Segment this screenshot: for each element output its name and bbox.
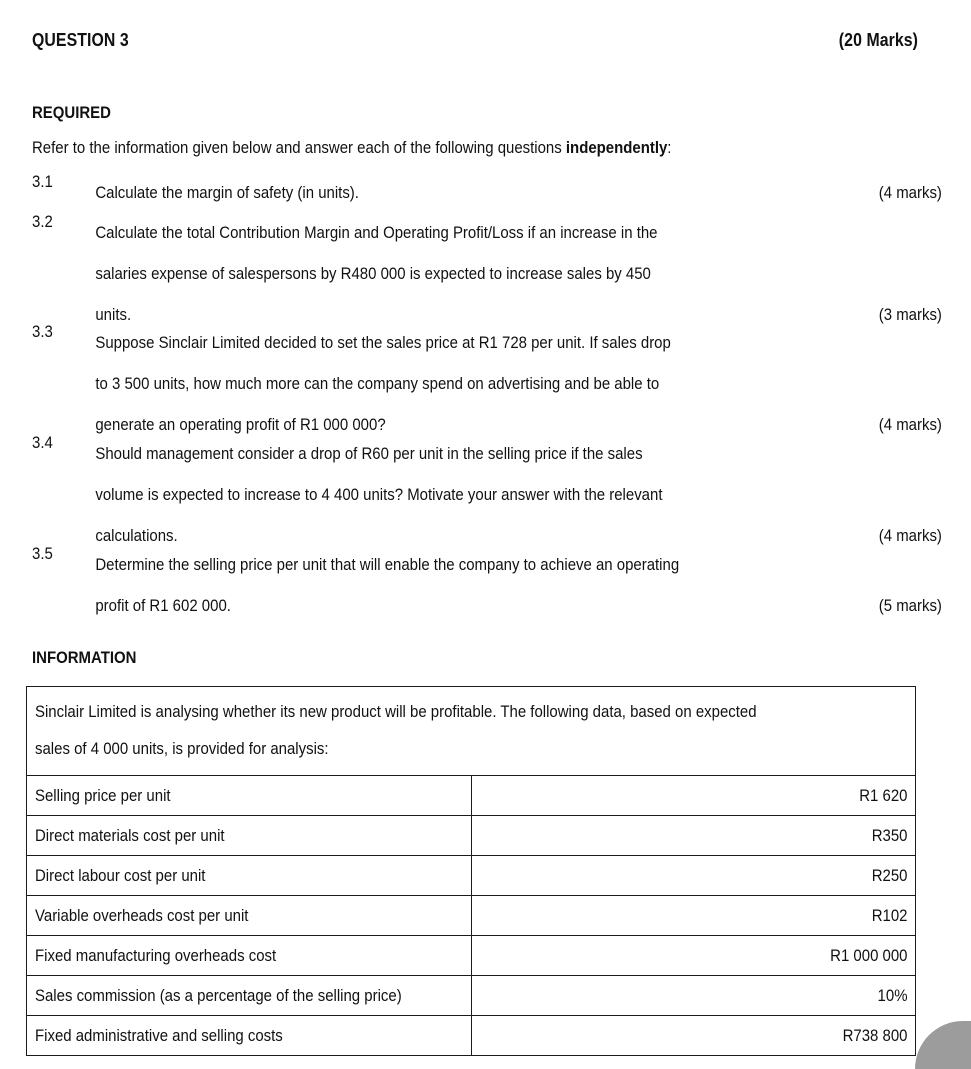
question-total-marks: (20 Marks)	[838, 30, 918, 50]
question-marks: (4 marks)	[878, 183, 942, 202]
question-line-text: units.	[95, 305, 132, 324]
required-intro-before: Refer to the information given below and answer each of the following questions	[32, 138, 566, 157]
table-value-text: 10%	[877, 985, 907, 1005]
question-line-text: profit of R1 602 000.	[95, 596, 231, 615]
table-label-text: Sales commission (as a percentage of the selling price)	[35, 985, 402, 1005]
table-label-text: Direct labour cost per unit	[35, 865, 206, 885]
question-line-text: calculations.	[95, 526, 178, 545]
table-row	[27, 816, 916, 856]
question-line	[95, 172, 942, 213]
question-number: 3.3	[32, 322, 53, 341]
table-value-text: R102	[871, 905, 907, 925]
table-row	[27, 896, 916, 936]
table-row	[27, 776, 916, 816]
question-line	[95, 212, 834, 253]
table-cell-value	[471, 1016, 916, 1056]
question-number: 3.2	[32, 212, 53, 231]
question-marks: (4 marks)	[878, 526, 942, 545]
question-number: 3.1	[32, 172, 53, 191]
table-row	[27, 936, 916, 976]
table-cell-label	[27, 776, 472, 816]
table-label-text: Fixed administrative and selling costs	[35, 1025, 283, 1045]
question-body	[95, 322, 942, 445]
table-value-text: R738 800	[842, 1025, 907, 1045]
question-line-text: Determine the selling price per unit that will enable the company to achieve an operating	[95, 555, 680, 574]
table-cell-value	[471, 856, 916, 896]
table-cell-label	[27, 936, 472, 976]
question-line	[95, 363, 834, 404]
required-intro-after: :	[667, 138, 672, 157]
question-item-3-3	[32, 322, 942, 445]
question-line-text: Calculate the margin of safety (in units).	[95, 183, 359, 202]
question-marks: (3 marks)	[878, 305, 942, 324]
question-number: 3.4	[32, 433, 53, 452]
question-item-3-1	[32, 172, 942, 213]
table-label-text: Direct materials cost per unit	[35, 825, 225, 845]
table-value-text: R1 000 000	[829, 945, 907, 965]
information-table	[26, 686, 916, 1056]
table-cell-label	[27, 1016, 472, 1056]
table-row-intro	[27, 687, 916, 776]
table-row	[27, 856, 916, 896]
table-cell-label	[27, 816, 472, 856]
question-line-text: generate an operating profit of R1 000 000?	[95, 415, 386, 434]
question-item-3-4	[32, 433, 942, 556]
question-line-text: Should management consider a drop of R60 per unit in the selling price if the sales	[95, 444, 643, 463]
question-line	[95, 322, 834, 363]
table-cell-value	[471, 776, 916, 816]
information-intro-line-1: Sinclair Limited is analysing whether its new product will be profitable. The following data, based on expected	[35, 702, 757, 721]
question-item-3-5	[32, 544, 942, 626]
question-line-text: salaries expense of salespersons by R480 000 is expected to increase sales by 450	[95, 264, 651, 283]
question-line	[95, 433, 834, 474]
table-cell-value	[471, 896, 916, 936]
question-line-text: volume is expected to increase to 4 400 units? Motivate your answer with the relevant	[95, 485, 663, 504]
question-body	[95, 212, 942, 335]
table-row	[27, 1016, 916, 1056]
required-intro-emphasis: independently	[565, 138, 668, 157]
page-header	[32, 30, 918, 51]
information-heading: INFORMATION	[32, 648, 137, 667]
question-body	[95, 172, 942, 213]
required-heading: REQUIRED	[32, 103, 111, 122]
question-line	[95, 585, 942, 626]
question-body	[95, 433, 942, 556]
table-label-text: Variable overheads cost per unit	[35, 905, 249, 925]
table-cell-value	[471, 936, 916, 976]
table-value-text: R350	[871, 825, 907, 845]
table-cell-value	[471, 816, 916, 856]
question-title: QUESTION 3	[32, 30, 129, 50]
question-line-text: Suppose Sinclair Limited decided to set the sales price at R1 728 per unit. If sales drop	[95, 333, 671, 352]
information-intro-line-2: sales of 4 000 units, is provided for analysis:	[35, 739, 329, 758]
question-line	[95, 474, 834, 515]
required-intro	[32, 138, 921, 158]
page-curl-artifact	[915, 1021, 971, 1069]
table-label-text: Selling price per unit	[35, 785, 171, 805]
question-marks: (5 marks)	[878, 596, 942, 615]
table-value-text: R1 620	[858, 785, 907, 805]
table-value-text: R250	[871, 865, 907, 885]
question-line-text: to 3 500 units, how much more can the company spend on advertising and be able to	[95, 374, 660, 393]
question-line-text: Calculate the total Contribution Margin and Operating Profit/Loss if an increase in the	[95, 223, 658, 242]
table-cell-label	[27, 856, 472, 896]
table-cell-label	[27, 896, 472, 936]
question-item-3-2	[32, 212, 942, 335]
table-cell-value	[471, 976, 916, 1016]
question-body	[95, 544, 942, 626]
information-intro-cell	[27, 687, 916, 776]
table-row	[27, 976, 916, 1016]
question-line	[95, 544, 834, 585]
table-label-text: Fixed manufacturing overheads cost	[35, 945, 277, 965]
question-marks: (4 marks)	[878, 415, 942, 434]
question-line	[95, 253, 834, 294]
question-number: 3.5	[32, 544, 53, 563]
table-cell-label	[27, 976, 472, 1016]
